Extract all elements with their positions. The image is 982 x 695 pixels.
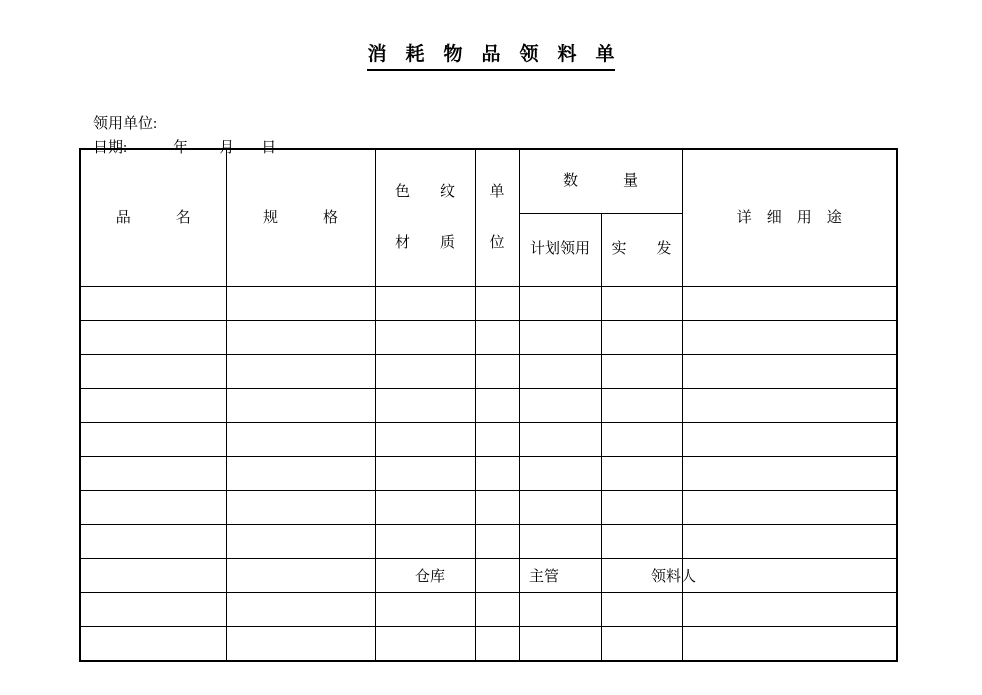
table-cell [80,525,226,559]
col-header-actual-issued: 实 发 [601,213,682,286]
table-cell [601,457,682,491]
table-cell [601,525,682,559]
table-cell [80,321,226,355]
supervisor-label: 主管 [529,569,560,585]
table-cell [80,423,226,457]
table-cell [375,627,475,661]
warehouse-label: 仓库 [415,569,446,585]
table-cell [601,389,682,423]
table-cell [601,593,682,627]
table-row [80,389,897,423]
table-cell [601,627,682,661]
table-cell [226,593,375,627]
table-cell [226,321,375,355]
page-title: 消 耗 物 品 领 料 单 [367,44,614,71]
table-cell [375,389,475,423]
table-cell [601,423,682,457]
requisitioner-label: 领料人 [651,569,697,585]
table-cell [226,389,375,423]
table-header [80,149,897,287]
table-cell [601,491,682,525]
table-cell [519,287,601,321]
col-header-color-texture-line1: 色 纹 [394,184,455,200]
table-row [80,593,897,627]
col-header-unit-line1: 单 [489,184,505,200]
table-cell [682,627,897,661]
col-header-planned-quantity: 计划领用 [519,213,601,286]
table-cell [80,389,226,423]
table-cell [226,525,375,559]
table-cell [519,491,601,525]
col-header-color-texture-line2: 材 质 [394,235,455,251]
table-body [80,287,897,661]
table-cell [80,491,226,525]
table-cell [682,593,897,627]
table-cell [475,457,519,491]
col-header-quantity: 数 量 [519,149,682,213]
table-row [80,457,897,491]
table-cell [475,593,519,627]
table-cell [475,321,519,355]
table-cell [475,423,519,457]
table-cell [475,287,519,321]
date-label: 日期: [93,140,128,156]
table-cell [601,355,682,389]
table-cell [519,593,601,627]
table-cell [682,457,897,491]
col-header-color-texture [375,149,475,287]
col-header-product-name: 品 名 [80,149,226,287]
table-cell [475,389,519,423]
table-cell [682,287,897,321]
table-cell [475,355,519,389]
table-cell [375,355,475,389]
title-row [0,44,982,71]
table-cell [519,389,601,423]
table-cell [475,491,519,525]
table-cell [519,525,601,559]
table-cell [375,321,475,355]
table-cell [80,355,226,389]
day-label: 日 [261,140,277,156]
year-label: 年 [173,140,189,156]
month-label: 月 [219,140,235,156]
table-cell [682,321,897,355]
table-cell [519,355,601,389]
table-cell [375,287,475,321]
table-row [80,355,897,389]
table-cell [80,457,226,491]
table-cell [519,457,601,491]
table-cell [682,559,897,593]
col-header-unit-line2: 位 [489,235,505,251]
table-cell [375,525,475,559]
table-cell [601,287,682,321]
table-cell [375,457,475,491]
table-cell [226,559,375,593]
col-header-specification: 规 格 [226,149,375,287]
table-cell [519,321,601,355]
table-row [80,627,897,661]
table-row [80,491,897,525]
table-cell [682,355,897,389]
table-cell [682,525,897,559]
table-cell [475,559,519,593]
col-header-unit [475,149,519,287]
requisition-table [79,148,898,662]
table-row [80,287,897,321]
table-cell [682,423,897,457]
table-cell [375,491,475,525]
table-cell [226,423,375,457]
table-cell [80,559,226,593]
table-cell [475,525,519,559]
table-cell [226,627,375,661]
table-row [80,321,897,355]
table-cell [226,355,375,389]
table-cell [226,491,375,525]
table-cell [80,627,226,661]
table-cell [682,491,897,525]
table-cell [519,627,601,661]
table-row [80,423,897,457]
table-cell [682,389,897,423]
table-cell [375,593,475,627]
table-row [80,559,897,593]
table-cell [375,423,475,457]
requisition-unit-label: 领用单位: [93,116,158,132]
table-cell [80,593,226,627]
table-cell [475,627,519,661]
table-cell [226,287,375,321]
table-cell [80,287,226,321]
table-cell [519,423,601,457]
table-cell [226,457,375,491]
col-header-detailed-usage: 详 细 用 途 [682,149,897,287]
table-cell [601,321,682,355]
table-row [80,525,897,559]
